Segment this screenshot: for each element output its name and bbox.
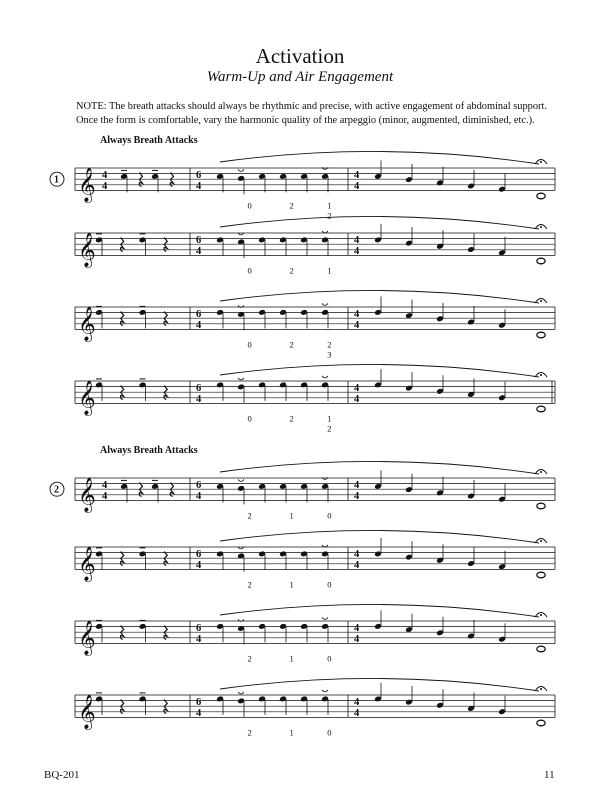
time-signature-bottom: 4 [354, 181, 360, 192]
time-signature-top: 4 [354, 170, 360, 181]
phrase-slur [220, 461, 539, 474]
exercise-label: Always Breath Attacks [100, 135, 198, 146]
treble-clef: 𝄞 [78, 380, 96, 416]
breath-attack-mark [322, 617, 328, 619]
breath-attack-mark [238, 378, 244, 380]
fingering-number: 2 [289, 200, 294, 211]
time-signature-bottom: 4 [102, 491, 108, 502]
time-signature-bottom: 4 [354, 708, 360, 719]
phrase-slur [220, 530, 539, 543]
fermata-dot [540, 374, 542, 376]
time-signature-bottom: 4 [196, 491, 202, 502]
fingering-number: 0 [327, 727, 332, 738]
time-signature-top: 6 [196, 309, 202, 320]
time-signature-bottom: 4 [354, 560, 360, 571]
breath-attack-mark [322, 690, 328, 692]
time-signature-bottom: 4 [196, 634, 202, 645]
breath-attack-mark [322, 231, 328, 233]
phrase-slur [220, 364, 539, 377]
fermata-dot [540, 614, 542, 616]
time-signature-bottom: 4 [196, 708, 202, 719]
time-signature-top: 4 [354, 549, 360, 560]
time-signature-top: 4 [354, 235, 360, 246]
whole-note [537, 193, 545, 199]
fingering-number: 0 [247, 265, 252, 276]
whole-note [537, 503, 545, 509]
exercise-label: Always Breath Attacks [100, 445, 198, 456]
treble-clef: 𝄞 [78, 306, 96, 342]
treble-clef: 𝄞 [78, 546, 96, 582]
time-signature-bottom: 4 [196, 181, 202, 192]
time-signature-top: 4 [354, 309, 360, 320]
whole-note [537, 646, 545, 652]
fingering-number: 2 [327, 339, 332, 350]
fingering-number: 1 [327, 200, 332, 211]
fingering-number: 0 [327, 510, 332, 521]
time-signature-top: 6 [196, 480, 202, 491]
fingering-number: 1 [289, 510, 294, 521]
fingering-number: 0 [247, 200, 252, 211]
fingering-number: 2 [289, 265, 294, 276]
breath-attack-mark [238, 169, 244, 171]
treble-clef: 𝄞 [78, 694, 96, 730]
whole-note [537, 406, 545, 412]
fermata-dot [540, 688, 542, 690]
fingering-number: 0 [327, 653, 332, 664]
time-signature-bottom: 4 [196, 394, 202, 405]
fingering-number: 2 [247, 653, 252, 664]
fingering-number: 0 [327, 579, 332, 590]
time-signature-bottom: 4 [196, 560, 202, 571]
whole-note [537, 258, 545, 264]
phrase-slur [220, 678, 539, 691]
exercise-number: 2 [54, 484, 59, 496]
breath-attack-mark [322, 545, 328, 547]
treble-clef: 𝄞 [78, 477, 96, 513]
performance-note: NOTE: The breath attacks should always be rhythmic and precise, with active engagement of abdominal support. Once the form is comfortable, vary the harmonic quality of the arpeggio (minor, augmented, diminished, etc.). [76, 101, 547, 126]
phrase-slur [220, 290, 539, 303]
fermata-dot [540, 161, 542, 163]
treble-clef: 𝄞 [78, 167, 96, 203]
phrase-slur [220, 216, 539, 229]
whole-note [537, 332, 545, 338]
time-signature-top: 6 [196, 235, 202, 246]
catalog-number: BQ-201 [44, 769, 80, 781]
fermata-dot [540, 471, 542, 473]
whole-note [537, 572, 545, 578]
time-signature-top: 4 [102, 480, 108, 491]
treble-clef: 𝄞 [78, 232, 96, 268]
treble-clef: 𝄞 [78, 620, 96, 656]
time-signature-top: 4 [354, 623, 360, 634]
fingering-number: 1 [327, 413, 332, 424]
fingering-number: 1 [289, 727, 294, 738]
time-signature-bottom: 4 [196, 246, 202, 257]
exercise-number: 1 [54, 174, 59, 186]
time-signature-top: 4 [102, 170, 108, 181]
fermata-dot [540, 226, 542, 228]
time-signature-bottom: 4 [354, 320, 360, 331]
fingering-number: 2 [327, 210, 332, 221]
fingering-number: 3 [327, 349, 332, 360]
time-signature-top: 6 [196, 383, 202, 394]
phrase-slur [220, 151, 539, 164]
time-signature-bottom: 4 [354, 394, 360, 405]
time-signature-bottom: 4 [196, 320, 202, 331]
fermata-dot [540, 300, 542, 302]
fingering-number: 2 [289, 339, 294, 350]
time-signature-top: 6 [196, 697, 202, 708]
time-signature-bottom: 4 [354, 246, 360, 257]
time-signature-top: 4 [354, 383, 360, 394]
page-number: 11 [544, 769, 555, 781]
breath-attack-mark [238, 692, 244, 694]
time-signature-bottom: 4 [354, 491, 360, 502]
time-signature-top: 6 [196, 623, 202, 634]
fermata-dot [540, 540, 542, 542]
time-signature-top: 4 [354, 480, 360, 491]
breath-attack-mark [322, 376, 328, 378]
time-signature-top: 6 [196, 170, 202, 181]
time-signature-bottom: 4 [102, 181, 108, 192]
fingering-number: 1 [289, 579, 294, 590]
fingering-number: 2 [289, 413, 294, 424]
fingering-number: 2 [247, 579, 252, 590]
fingering-number: 1 [289, 653, 294, 664]
time-signature-bottom: 4 [354, 634, 360, 645]
whole-note [537, 720, 545, 726]
breath-attack-mark [322, 303, 328, 305]
page-subtitle: Warm-Up and Air Engagement [206, 69, 394, 85]
fingering-number: 2 [247, 727, 252, 738]
fingering-number: 0 [247, 413, 252, 424]
time-signature-top: 4 [354, 697, 360, 708]
fingering-number: 2 [327, 423, 332, 434]
phrase-slur [220, 604, 539, 617]
page-title: Activation [255, 44, 345, 68]
fingering-number: 0 [247, 339, 252, 350]
fingering-number: 1 [327, 265, 332, 276]
fingering-number: 2 [247, 510, 252, 521]
breath-attack-mark [238, 479, 244, 481]
time-signature-top: 6 [196, 549, 202, 560]
